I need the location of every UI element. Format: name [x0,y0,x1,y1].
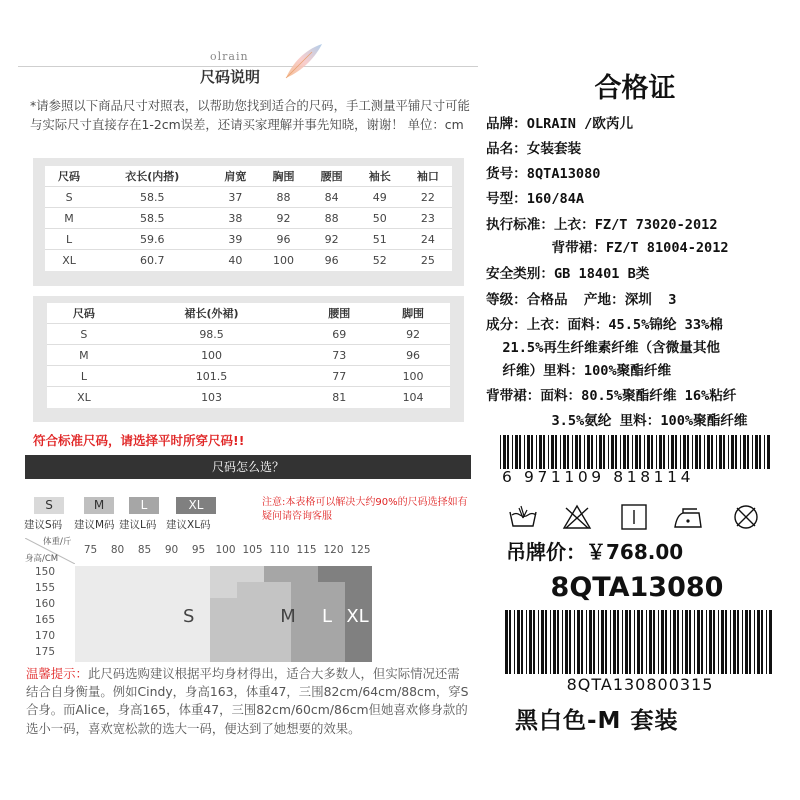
column-header: 裙长(外裙) [121,303,302,324]
weight-tick: 75 [83,544,98,556]
column-header: 腰围 [302,303,376,324]
table-cell: 39 [211,229,259,250]
table-cell: 100 [273,254,295,267]
top-size-table [45,166,452,271]
table-cell: 103 [201,391,223,404]
size-chip-caption: 建议M码 [74,519,115,531]
table-cell: S [47,324,121,345]
column-header: 腰围 [308,166,356,187]
tip-body: 此尺码选购建议根据平均身材得出，适合大多数人，但实际情况还需结合自身衡量。例如Cindy，身高163，体重47，三围82cm/64cm/88cm，穿S合身。而Alice，身高165，体重47，三围82cm/60cm/86cm但她喜欢修身款的选小一码，喜欢宽松款的选大一码，便达到了她想要的效果。 [26,666,469,736]
certificate-line: 背带裙：面料：80.5%聚酯纤维 16%粘纤 [486,388,737,404]
table-cell: 92 [259,208,307,229]
table-cell: 51 [356,229,404,250]
table-cell: 100 [121,345,302,366]
table-cell: 92 [308,229,356,250]
iron-icon [675,509,701,527]
table-cell: 101.5 [121,366,302,387]
weight-tick: 105 [242,544,263,556]
weight-tick: 95 [191,544,206,556]
top-size-table-panel [33,158,464,286]
size-zone [237,582,291,598]
table-header-row [47,303,450,324]
table-cell: 96 [324,254,339,267]
hand-wash-icon [510,506,536,526]
table-cell: L [47,366,121,387]
table-cell: 25 [420,254,435,267]
height-tick: 150 [35,566,56,578]
table-cell: L [45,229,93,250]
table-cell: 84 [308,187,356,208]
tumble-dry-icon [622,505,646,529]
certificate-line: 品名：女装套装 [486,141,582,157]
size-chip-caption: 建议S码 [24,519,63,531]
size-chip-caption: 建议XL码 [166,519,211,531]
height-tick: 155 [35,582,56,594]
column-header: 胸围 [259,166,307,187]
table-row [45,187,452,208]
weight-tick: 100 [215,544,236,556]
certificate-line: 21.5%再生纤维素纤维（含微量其他 [486,340,721,356]
weight-tick: 85 [137,544,152,556]
table-cell: 98.5 [121,324,302,345]
table-cell: 96 [259,229,307,250]
table-row [47,387,450,408]
certificate-line: 品牌：OLRAIN /欧芮儿 [486,116,634,132]
size-zone-label: L [322,606,333,627]
certificate-line: 纤维）里料：100%聚酯纤维 [486,363,672,379]
certificate-line: 成分：上衣：面料：45.5%锦纶 33%棉 [486,317,723,333]
barcode-ean [500,435,770,469]
notice-text: 注意:本表格可以解决大约90%的尺码选择如有疑问请咨询客服 [262,497,468,522]
size-chip-s: S [34,497,64,514]
table-cell: 52 [372,254,387,267]
table-cell: 88 [259,187,307,208]
barcode-item-number: 8QTA130800315 [566,675,714,694]
table-row [45,250,452,271]
table-cell: 100 [376,366,450,387]
size-chip-l: L [129,497,159,514]
table-cell: 58.5 [93,208,211,229]
column-header: 袖长 [356,166,404,187]
height-axis-label: 身高/CM [25,554,59,564]
size-zone [264,566,318,582]
tip-lead: 温馨提示： [26,666,88,681]
skirt-size-table-panel [33,296,464,422]
table-header-row [45,166,452,187]
certificate-line: 号型：160/84A [486,191,585,207]
table-cell: 23 [404,208,452,229]
table-cell: 73 [302,345,376,366]
brand-logo-text: olrain [210,50,249,63]
table-cell: 77 [302,366,376,387]
size-zone [210,598,291,662]
table-cell: S [45,187,93,208]
table-cell: 59.6 [93,229,211,250]
table-cell: 50 [356,208,404,229]
weight-tick: 110 [269,544,290,556]
column-header: 尺码 [45,166,93,187]
tag-price: 吊牌价：￥768.00 [506,540,684,564]
intro-note: *请参照以下商品尺寸对照表，以帮助您找到适合的尺码，手工测量平铺尺寸可能与实际尺寸直接存在1-2cm误差，还请买家理解并事先知晓，谢谢！ 单位：cm [30,98,470,132]
how-to-choose-banner: 尺码怎么选？ [25,455,471,479]
table-cell: 92 [376,324,450,345]
feather-icon [282,42,324,82]
column-header: 肩宽 [211,166,259,187]
height-tick: 165 [35,614,56,626]
table-row [47,345,450,366]
skirt-size-table [47,303,450,408]
size-chip-xl: XL [176,497,216,514]
table-cell: 38 [211,208,259,229]
size-zone-label: M [280,606,296,627]
column-header: 衣长(内搭) [93,166,211,187]
certificate-line: 货号：8QTA13080 [486,166,601,182]
weight-tick: 80 [110,544,125,556]
table-cell: M [47,345,121,366]
certificate-line: 背带裙：FZ/T 81004-2012 [486,240,729,256]
size-zone-label: S [183,606,195,627]
item-code: 8QTA13080 [550,572,724,603]
weight-tick: 115 [296,544,317,556]
table-cell: 24 [404,229,452,250]
table-cell: 88 [308,208,356,229]
table-cell: XL [62,254,76,267]
table-row [45,208,452,229]
column-header: 尺码 [47,303,121,324]
column-header: 脚围 [376,303,450,324]
no-dry-clean-icon [735,506,757,528]
certificate-line: 等级：合格品 产地：深圳 3 [486,292,677,308]
size-chip-caption: 建议L码 [119,519,157,531]
table-cell: 22 [404,187,452,208]
weight-tick: 90 [164,544,179,556]
weight-axis-label: 体重/斤 [43,537,72,547]
size-zone [318,566,372,582]
size-zone-label: XL [346,606,369,627]
table-cell: XL [77,391,91,404]
barcode-item [505,610,775,674]
table-cell: 104 [402,391,424,404]
certificate-line: 执行标准：上衣：FZ/T 73020-2012 [486,217,718,233]
table-cell: 49 [356,187,404,208]
table-cell: 37 [211,187,259,208]
table-cell: M [45,208,93,229]
color-size-label: 黑白色-M 套装 [515,708,679,734]
certificate-title: 合格证 [594,73,676,104]
table-cell: 60.7 [139,254,165,267]
table-row [45,229,452,250]
table-cell: 58.5 [93,187,211,208]
column-header: 袖口 [404,166,452,187]
table-cell: 96 [376,345,450,366]
table-cell: 81 [332,391,347,404]
size-chip-m: M [84,497,114,514]
height-weight-grid [25,536,470,675]
tip-text [26,665,472,738]
standard-size-note: 符合标准尺码，请选择平时所穿尺码!! [33,433,245,448]
page-title: 尺码说明 [200,68,261,86]
table-row [47,324,450,345]
height-tick: 170 [35,630,56,642]
weight-tick: 125 [350,544,371,556]
care-symbols [507,502,767,534]
height-tick: 175 [35,646,56,658]
certificate-line: 3.5%氨纶 里料：100%聚酯纤维 [486,413,748,429]
no-bleach-icon [564,506,590,528]
table-row [47,366,450,387]
certificate-line: 安全类别：GB 18401 B类 [486,266,650,282]
height-tick: 160 [35,598,56,610]
table-cell: 40 [228,254,243,267]
barcode-number: 6 971109 818114 [502,468,695,486]
weight-tick: 120 [323,544,344,556]
table-cell: 69 [302,324,376,345]
